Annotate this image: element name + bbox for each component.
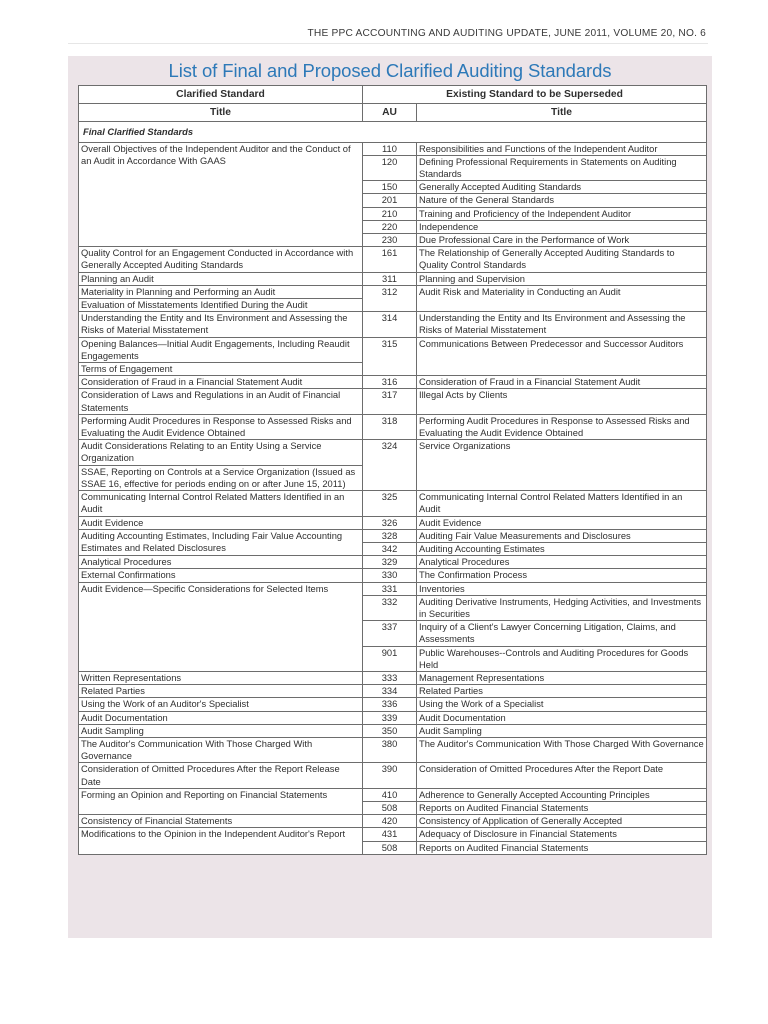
clarified-standard-title: Performing Audit Procedures in Response to Assessed Risks and Evaluating the Audit Evidence Obtained [79,414,363,439]
table-row [79,389,707,414]
au-number: 324 [363,440,417,491]
table-row [79,763,707,788]
au-number: 350 [363,724,417,737]
table-row [79,737,707,762]
clarified-standard-title: Audit Documentation [79,711,363,724]
existing-standard-title: Planning and Supervision [417,272,707,285]
existing-standard-title: Consistency of Application of Generally Accepted [417,815,707,828]
au-number: 326 [363,516,417,529]
clarified-standard-title: Materiality in Planning and Performing an Audit [79,285,363,298]
au-number: 901 [363,646,417,671]
au-number: 220 [363,220,417,233]
header-rule [68,43,708,44]
existing-standard-title: Related Parties [417,685,707,698]
clarified-standard-title: Audit Considerations Relating to an Entity Using a Service Organization [79,440,363,465]
au-number: 314 [363,312,417,337]
clarified-standard-title: Evaluation of Misstatements Identified During the Audit [79,299,363,312]
table-row [79,724,707,737]
page-title: List of Final and Proposed Clarified Auditing Standards [168,60,612,81]
clarified-standard-title: Using the Work of an Auditor's Specialist [79,698,363,711]
au-number: 161 [363,247,417,272]
existing-standard-title: Reports on Audited Financial Statements [417,801,707,814]
existing-standard-title: Generally Accepted Auditing Standards [417,181,707,194]
au-number: 316 [363,376,417,389]
table-row [79,414,707,439]
header-row-columns [79,104,707,122]
table-row [79,312,707,337]
section-label: Final Clarified Standards [79,122,707,142]
au-number: 110 [363,142,417,155]
header-title-existing: Title [417,104,707,122]
standards-table [78,85,707,855]
existing-standard-title: Nature of the General Standards [417,194,707,207]
existing-standard-title: Adequacy of Disclosure in Financial Statements [417,828,707,841]
au-number: 315 [363,337,417,376]
table-row [79,828,707,841]
au-number: 328 [363,529,417,542]
existing-standard-title: Training and Proficiency of the Independent Auditor [417,207,707,220]
section-row [79,122,707,142]
table-row [79,671,707,684]
clarified-standard-title: Audit Evidence—Specific Considerations for Selected Items [79,582,363,671]
existing-standard-title: Audit Evidence [417,516,707,529]
table-row [79,285,707,298]
clarified-standard-title: Overall Objectives of the Independent Auditor and the Conduct of an Audit in Accordance With GAAS [79,142,363,247]
existing-standard-title: Due Professional Care in the Performance of Work [417,234,707,247]
clarified-standard-title: Understanding the Entity and Its Environment and Assessing the Risks of Material Misstatement [79,312,363,337]
au-number: 420 [363,815,417,828]
table-row [79,788,707,801]
au-number: 410 [363,788,417,801]
au-number: 342 [363,542,417,555]
clarified-standard-title: Communicating Internal Control Related Matters Identified in an Audit [79,491,363,516]
table-row [79,582,707,595]
existing-standard-title: Analytical Procedures [417,556,707,569]
au-number: 380 [363,737,417,762]
au-number: 508 [363,841,417,854]
au-number: 201 [363,194,417,207]
table-row [79,556,707,569]
table-row [79,337,707,362]
existing-standard-title: Reports on Audited Financial Statements [417,841,707,854]
clarified-standard-title: Auditing Accounting Estimates, Including Fair Value Accounting Estimates and Related Disclosures [79,529,363,555]
existing-standard-title: Understanding the Entity and Its Environment and Assessing the Risks of Material Misstatement [417,312,707,337]
existing-standard-title: Inventories [417,582,707,595]
standards-panel [68,56,712,938]
au-number: 312 [363,285,417,311]
existing-standard-title: Defining Professional Requirements in Statements on Auditing Standards [417,155,707,180]
existing-standard-title: Auditing Accounting Estimates [417,542,707,555]
clarified-standard-title: Opening Balances—Initial Audit Engagements, Including Reaudit Engagements [79,337,363,362]
existing-standard-title: Using the Work of a Specialist [417,698,707,711]
clarified-standard-title: Consideration of Laws and Regulations in an Audit of Financial Statements [79,389,363,414]
table-row [79,516,707,529]
clarified-standard-title: Consistency of Financial Statements [79,815,363,828]
table-row [79,569,707,582]
au-number: 334 [363,685,417,698]
au-number: 317 [363,389,417,414]
existing-standard-title: Auditing Derivative Instruments, Hedging Activities, and Investments in Securities [417,595,707,620]
existing-standard-title: Adherence to Generally Accepted Accounting Principles [417,788,707,801]
existing-standard-title: Public Warehouses--Controls and Auditing Procedures for Goods Held [417,646,707,671]
au-number: 508 [363,801,417,814]
au-number: 210 [363,207,417,220]
clarified-standard-title: Audit Evidence [79,516,363,529]
table-row [79,815,707,828]
au-number: 318 [363,414,417,439]
existing-standard-title: The Confirmation Process [417,569,707,582]
existing-standard-title: Consideration of Fraud in a Financial Statement Audit [417,376,707,389]
clarified-standard-title: Consideration of Fraud in a Financial Statement Audit [79,376,363,389]
clarified-standard-title: External Confirmations [79,569,363,582]
table-row [79,529,707,542]
header-clarified-standard: Clarified Standard [79,86,363,104]
table-row [79,440,707,465]
existing-standard-title: Illegal Acts by Clients [417,389,707,414]
au-number: 120 [363,155,417,180]
clarified-standard-title: Quality Control for an Engagement Conducted in Accordance with Generally Accepted Auditing Standards [79,247,363,272]
table-row [79,698,707,711]
existing-standard-title: Performing Audit Procedures in Response to Assessed Risks and Evaluating the Audit Evidence Obtained [417,414,707,439]
clarified-standard-title: Consideration of Omitted Procedures After the Report Release Date [79,763,363,788]
existing-standard-title: Auditing Fair Value Measurements and Disclosures [417,529,707,542]
au-number: 332 [363,595,417,620]
existing-standard-title: Management Representations [417,671,707,684]
au-number: 325 [363,491,417,516]
au-number: 336 [363,698,417,711]
existing-standard-title: Audit Risk and Materiality in Conducting an Audit [417,285,707,311]
header-au: AU [363,104,417,122]
clarified-standard-title: Audit Sampling [79,724,363,737]
existing-standard-title: Service Organizations [417,440,707,491]
clarified-standard-title: Forming an Opinion and Reporting on Financial Statements [79,788,363,814]
existing-standard-title: Audit Documentation [417,711,707,724]
table-row [79,376,707,389]
existing-standard-title: Audit Sampling [417,724,707,737]
table-row [79,142,707,155]
au-number: 150 [363,181,417,194]
existing-standard-title: Inquiry of a Client's Lawyer Concerning Litigation, Claims, and Assessments [417,621,707,646]
au-number: 333 [363,671,417,684]
clarified-standard-title: Planning an Audit [79,272,363,285]
table-row [79,685,707,698]
au-number: 311 [363,272,417,285]
existing-standard-title: Independence [417,220,707,233]
au-number: 339 [363,711,417,724]
running-head: THE PPC ACCOUNTING AND AUDITING UPDATE, JUNE 2011, VOLUME 20, NO. 6 [307,28,706,39]
existing-standard-title: The Relationship of Generally Accepted Auditing Standards to Quality Control Standards [417,247,707,272]
au-number: 331 [363,582,417,595]
table-row [79,247,707,272]
header-row-group [79,86,707,104]
existing-standard-title: Communications Between Predecessor and Successor Auditors [417,337,707,376]
table-body [79,122,707,854]
au-number: 329 [363,556,417,569]
header-title: Title [79,104,363,122]
existing-standard-title: The Auditor's Communication With Those Charged With Governance [417,737,707,762]
clarified-standard-title: Analytical Procedures [79,556,363,569]
au-number: 230 [363,234,417,247]
clarified-standard-title: Written Representations [79,671,363,684]
clarified-standard-title: Related Parties [79,685,363,698]
existing-standard-title: Consideration of Omitted Procedures After the Report Date [417,763,707,788]
au-number: 330 [363,569,417,582]
clarified-standard-title: Modifications to the Opinion in the Independent Auditor's Report [79,828,363,854]
clarified-standard-title: SSAE, Reporting on Controls at a Service Organization (Issued as SSAE 16, effective for periods ending on or after June 15, 2011) [79,465,363,490]
au-number: 390 [363,763,417,788]
clarified-standard-title: Terms of Engagement [79,363,363,376]
table-row [79,491,707,516]
au-number: 337 [363,621,417,646]
clarified-standard-title: The Auditor's Communication With Those Charged With Governance [79,737,363,762]
existing-standard-title: Communicating Internal Control Related Matters Identified in an Audit [417,491,707,516]
header-existing-standard: Existing Standard to be Superseded [363,86,707,104]
au-number: 431 [363,828,417,841]
table-row [79,711,707,724]
table-row [79,272,707,285]
existing-standard-title: Responsibilities and Functions of the Independent Auditor [417,142,707,155]
